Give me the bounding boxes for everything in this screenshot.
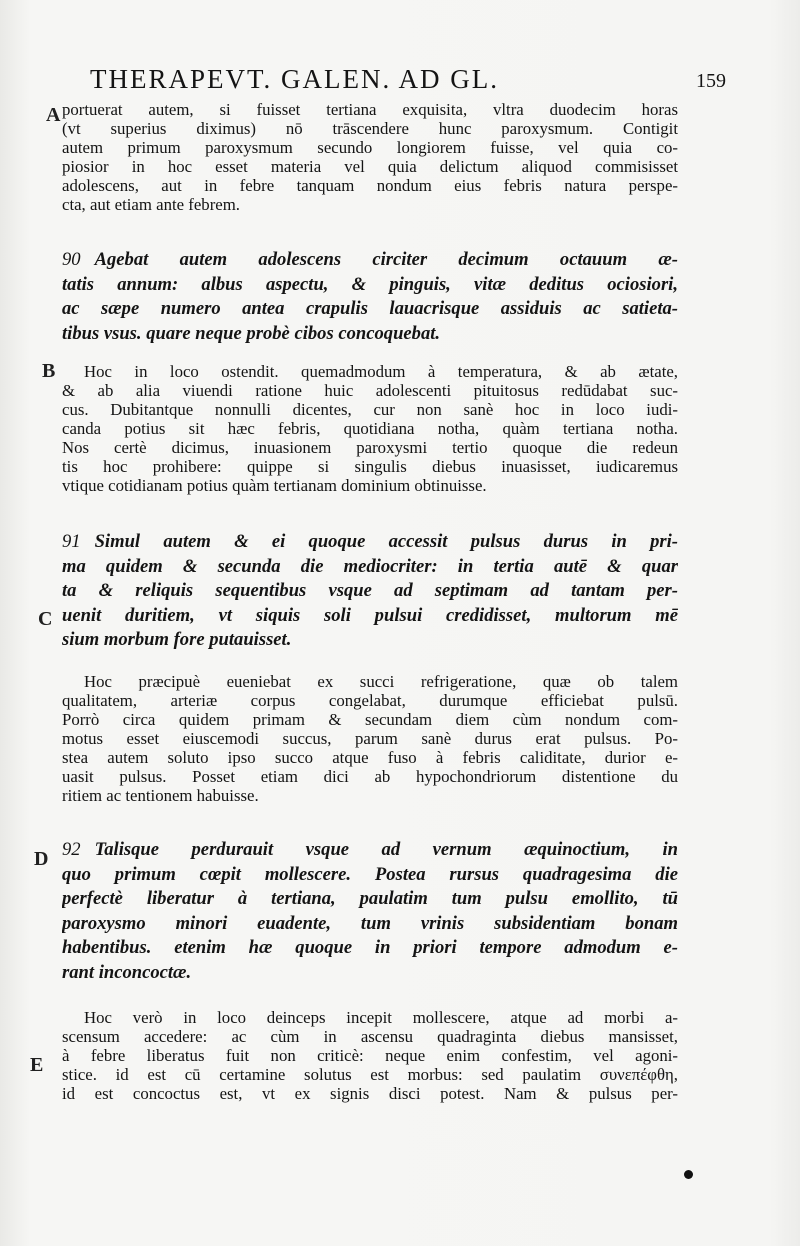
text-line: uasit pulsus. Posset etiam dici ab hypochondriorum distentione du	[62, 767, 678, 786]
text-line: & ab alia viuendi ratione huic adolescenti pituitosus redūdabat suc-	[62, 381, 678, 400]
italic-line: perfectè liberatur à tertiana, paulatim tum pulsu emollito, tū	[62, 888, 678, 910]
italic-line: ma quidem & secunda die mediocriter: in tertia autē & quar	[62, 555, 678, 577]
text-line: Nos certè dicimus, inuasionem paroxysmi tertio quoque die redeun	[62, 438, 678, 457]
text-line: à febre liberatus fuit non criticè: neque enim confestim, vel agoni-	[62, 1046, 678, 1065]
text-line: Hoc in loco ostendit. quemadmodum à temperatura, & ab ætate,	[84, 362, 678, 381]
text-line: (vt superius diximus) nō trāscendere hunc paroxysmum. Contigit	[62, 119, 678, 138]
italic-line: ta & reliquis sequentibus vsque ad septimam ad tantam per-	[62, 580, 678, 602]
text-line: stice. id est cū certamine solutus est morbus: sed paulatim συνεπέφθη,	[62, 1065, 678, 1084]
galen-text-92	[62, 838, 678, 986]
italic-line: habentibus. etenim hæ quoque in priori tempore admodum e-	[62, 937, 678, 959]
text-line: vtique cotidianam potius quàm tertianam dominium obtinuisse.	[62, 476, 487, 495]
text-line: cta, aut etiam ante febrem.	[62, 195, 240, 214]
italic-line: sium morbum fore putauisset.	[62, 629, 292, 651]
text-line: Porrò circa quidem primam & secundam diem cùm nondum com-	[62, 710, 678, 729]
text-line: ritiem ac tentionem habuisse.	[62, 786, 259, 805]
galen-text-91	[62, 530, 678, 653]
section-number: 92	[62, 839, 81, 860]
italic-line: Agebat autem adolescens circiter decimum octauum æ-	[94, 249, 678, 270]
paragraph-2	[62, 362, 678, 495]
margin-letter-d: D	[34, 848, 49, 870]
galen-text-90	[62, 248, 678, 346]
text-line: motus esset eiuscemodi succus, parum sanè durus erat pulsus. Po-	[62, 729, 678, 748]
section-number: 90	[62, 249, 81, 270]
text-line: id est concoctus est, vt ex signis disci potest. Nam & pulsus per-	[62, 1084, 678, 1103]
text-line: scensum accedere: ac cùm in ascensu quadraginta diebus mansisset,	[62, 1027, 678, 1046]
italic-line: uenit duritiem, vt siquis soli pulsui credidisset, multorum mē	[62, 604, 678, 626]
section-number: 91	[62, 531, 81, 552]
italic-line: tibus vsus. quare neque probè cibos concoquebat.	[62, 322, 441, 344]
text-line: cus. Dubitantque nonnulli dicentes, cur non sanè hoc in loco iudi-	[62, 400, 678, 419]
italic-line: paroxysmo minori euadente, tum vrinis subsidentiam bonam	[62, 912, 678, 934]
margin-letter-c: C	[38, 608, 53, 630]
margin-letter-b: B	[42, 360, 56, 382]
margin-letter-e: E	[30, 1054, 44, 1076]
text-line: portuerat autem, si fuisset tertiana exquisita, vltra duodecim horas	[62, 100, 678, 119]
text-line: Hoc præcipuè eueniebat ex succi refrigeratione, quæ ob talem	[84, 672, 678, 691]
italic-line: ac sæpe numero antea crapulis lauacrisque assiduis ac satieta-	[62, 298, 678, 320]
text-line: canda potius sit hæc febris, quotidiana notha, quàm tertiana notha.	[62, 419, 678, 438]
italic-line: quo primum cœpit mollescere. Postea rursus quadragesima die	[62, 863, 678, 885]
text-line: tis hoc prohibere: quippe si singulis diebus inuasisset, iudicaremus	[62, 457, 678, 476]
text-line: qualitatem, arteriæ corpus congelabat, durumque efficiebat pulsū.	[62, 691, 678, 710]
running-header	[90, 64, 726, 95]
text-line: stea autem soluto ipso succo atque fuso à febris caliditate, durior e-	[62, 748, 678, 767]
margin-letter-a: A	[46, 104, 61, 126]
paragraph-4	[62, 1008, 678, 1103]
text-line: Hoc verò in loco deinceps incepit mollescere, atque ad morbi a-	[84, 1008, 678, 1027]
italic-line: rant inconcoctæ.	[62, 961, 192, 983]
page-number: 159	[696, 70, 726, 92]
italic-line: tatis annum: albus aspectu, & pinguis, vitæ deditus ociosiori,	[62, 273, 678, 295]
italic-line: Talisque perdurauit vsque ad vernum æquinoctium, in	[94, 839, 678, 860]
paragraph-3	[62, 672, 678, 805]
text-line: adolescens, aut in febre tanquam nondum eius febris natura perspe-	[62, 176, 678, 195]
ink-speck	[684, 1170, 693, 1179]
paragraph-1	[62, 100, 678, 214]
running-title: THERAPEVT. GALEN. AD GL.	[90, 64, 499, 94]
italic-line: Simul autem & ei quoque accessit pulsus durus in pri-	[94, 531, 678, 552]
text-line: piosior in hoc esset materia vel quia delictum aliquod commisisset	[62, 157, 678, 176]
text-line: autem primum paroxysmum secundo longiorem fuisse, vel quia co-	[62, 138, 678, 157]
